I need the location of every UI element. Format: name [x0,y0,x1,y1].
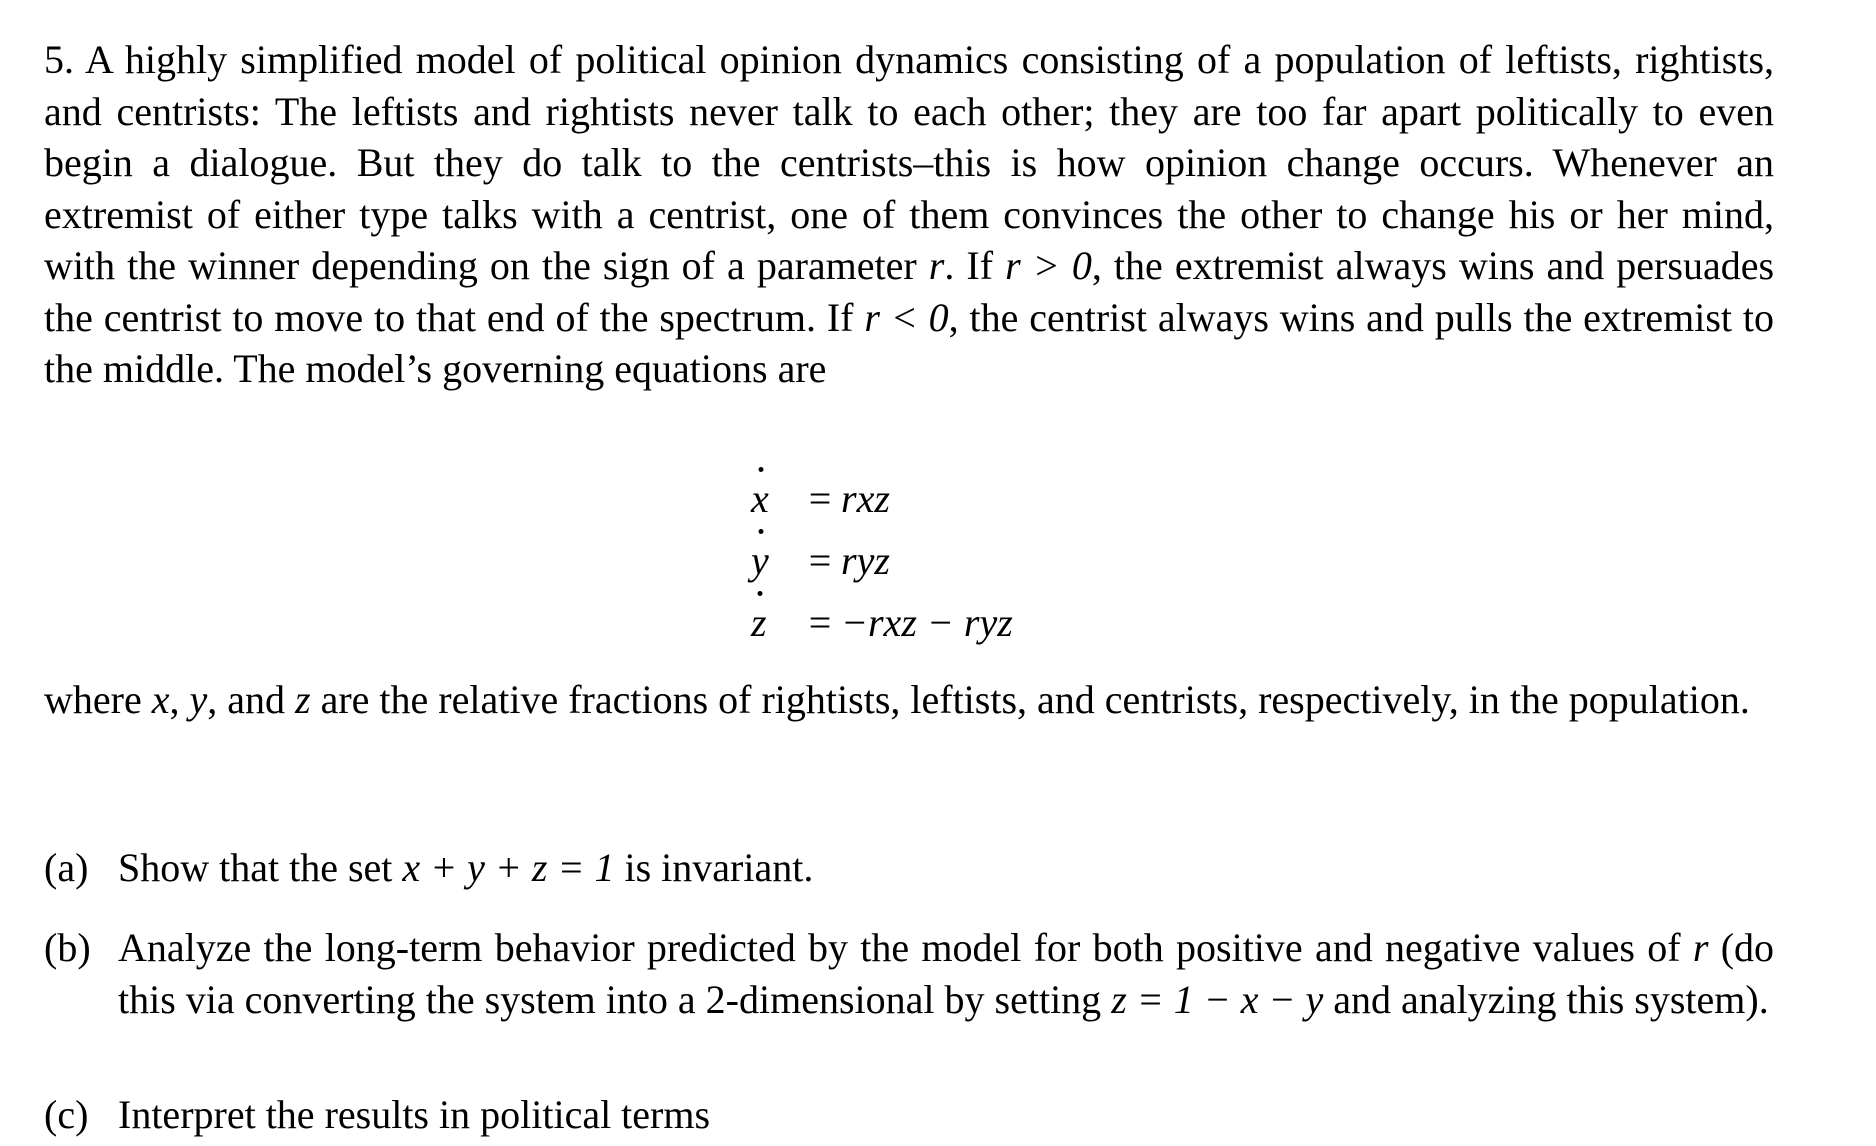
problem-number: 5. [44,37,74,82]
if-neg-text: , the centrist always wins and pulls the extremist to the middle. The model’s governing equations are [44,294,1774,391]
part-b-text [118,922,1774,1025]
part-b [44,922,1774,1025]
cond-negative: r < 0 [864,294,949,340]
variable-definitions [44,674,1774,726]
if-pos-prefix: . If [944,243,994,288]
var-x: x [151,677,170,722]
part-b-mid: (do this via converting the system into a 2-dimensional by setting [118,925,1775,1022]
part-a-label: (a) [44,845,89,890]
equation-z [751,592,1013,654]
equals-sign: = [808,600,832,645]
part-c-text: Interpret the results in political terms [118,1092,711,1137]
part-c-label: (c) [44,1092,89,1137]
governing-equations [751,468,1013,654]
equation-x [751,468,1013,530]
part-b-label: (b) [44,925,91,970]
var-y: y [189,677,208,722]
equation-z-rhs: −rxz − ryz [841,600,1013,645]
part-b-after: and analyzing this system). [1333,976,1769,1022]
var-z: z [295,677,311,722]
comma: , [169,677,180,722]
cond-positive: r > 0 [1005,243,1092,288]
part-a [44,842,1774,894]
equals-sign: = [808,476,832,521]
part-b-before: Analyze the long-term behavior predicted by the model for both positive and negative values of [118,925,1681,970]
equation-y-rhs: ryz [841,538,890,583]
intro-text: A highly simplified model of political opinion dynamics consisting of a population of leftists, rightists, and centrists: The leftists and rightists never talk to each other; they are too far apart politically to even begin a dialogue. But they do talk to the centrists–this is how opinion change occurs. Whenever an extremist of either type talks with a centrist, one of them convinces the other to change his or her mind, with the winner depending on the sign of a parameter [44,37,1775,288]
problem-page [44,34,1775,1137]
y-dot: y [751,530,769,592]
param-r: r [1692,925,1709,970]
definitions-text: are the relative fractions of rightists, leftists, and centrists, respectively, in the population. [320,677,1750,722]
substitution-equation: z = 1 − x − y [1111,976,1324,1022]
part-a-text [118,842,1774,894]
and-word: , and [207,677,286,722]
part-a-before: Show that the set [118,845,393,890]
x-dot: x [751,468,769,530]
equation-y [751,530,1013,592]
problem-intro [44,34,1774,395]
z-dot: z [751,592,767,654]
equation-x-rhs: rxz [841,476,890,521]
part-c [44,1089,1774,1141]
param-r: r [928,243,945,288]
where-word: where [44,677,142,722]
part-a-after: is invariant. [624,845,814,890]
if-pos-text: , the extremist always wins and persuades the centrist to move to that end of the spectrum. If [44,243,1775,340]
equals-sign: = [808,538,832,583]
invariant-set-equation: x + y + z = 1 [402,845,615,890]
